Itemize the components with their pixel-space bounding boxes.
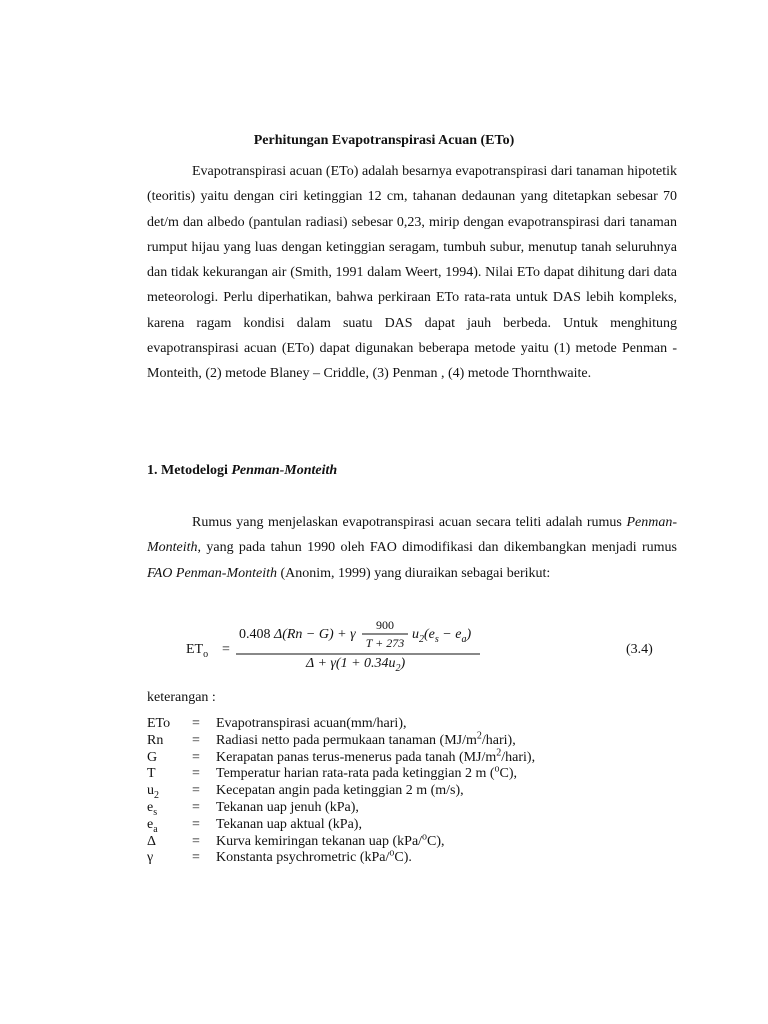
definition-description: Radiasi netto pada permukaan tanaman $(MJ/m^2/hari)$, (216, 730, 516, 748)
eq-u: u (412, 627, 419, 642)
definition-symbol: $e_s$ (147, 799, 158, 818)
eq-den-sub: 2 (395, 662, 401, 674)
intro-text: Evapotranspirasi acuan (ETo) adalah besarnya evapotranspirasi dari tanaman hipotetik (teoritis) yaitu dengan ciri ketinggian 12 cm, tahanan dedaunan yang ditetapkan sebesar 70 det/m dan albedo (pantulan radiasi) sebesar 0,23, mirip dengan evapotranspirasi dari tanaman rumput hijau yang luas dengan ketinggian seragam, tumbuh subur, menutup tanah seluruhnya dan tidak kekurangan air (Smith, 1991 dalam Weert, 1994). Nilai ETo dapat dihitung dari data meteorologi. Perlu diperhatikan, bahwa perkiraan ETo rata-rata untuk DAS lebih kompleks, karena ragam kondisi dalam suatu DAS dapat jauh berbeda. Untuk menghitung evapotranspirasi acuan (ETo) dapat digunakan beberapa metode yaitu (1) metode Penman - Monteith, (2) metode Blaney – Criddle, (3) Penman , (4) metode Thornthwaite. (147, 164, 677, 382)
definition-symbol: G (147, 749, 158, 765)
eq-den: Δ + γ(1 + 0.34u (306, 656, 396, 671)
definition-symbol: $e_a$ (147, 816, 158, 835)
rumus-part1: Rumus yang menjelaskan evapotranspirasi acuan secara teliti adalah rumus (192, 515, 627, 530)
eq-close: ) (466, 627, 472, 642)
definition-description: Kurva kemiringan tekanan uap (kPa/$^o$C), (216, 830, 445, 849)
definition-symbol: T (147, 766, 156, 782)
small-fraction-denominator: T + 273 (365, 636, 405, 650)
definition-symbol: ETo (147, 716, 171, 731)
definition-symbol: Rn (147, 732, 164, 748)
rumus-part2: , yang pada tahun 1990 oleh FAO dimodifikasi dan dikembangkan menjadi rumus (197, 540, 677, 556)
rumus-emph1: Penman-Monteith (147, 515, 677, 556)
definition-description: Kecepatan angin pada ketinggian 2 m (m/s), (216, 783, 464, 799)
small-fraction-numerator: 900 (376, 618, 394, 632)
definition-description: Tekanan uap aktual (kPa), (216, 816, 362, 832)
definition-equals: = (192, 799, 200, 815)
definition-description: Temperatur harian rata-rata pada ketinggian 2 m ($^o$C), (216, 763, 517, 782)
eq-es: (e (424, 627, 435, 642)
definition-equals: = (192, 766, 200, 782)
definition-description: Konstanta psychrometric (kPa/$^o$C). (216, 847, 412, 866)
eq-plus-gamma: + γ (337, 627, 356, 642)
equation-lhs-sub: o (203, 648, 209, 660)
eq-ea-sub: a (461, 633, 467, 645)
equation-equals: = (222, 642, 230, 657)
definition-description: Kerapatan panas terus-menerus pada tanah $(MJ/m^2/hari)$, (216, 746, 536, 765)
equation-number: (3.4) (626, 642, 653, 657)
keterangan-label: keterangan : (147, 690, 216, 705)
definition-equals: = (192, 716, 200, 731)
eq-ea: − e (438, 627, 462, 642)
rumus-emph2: FAO Penman-Monteith (147, 565, 277, 581)
eq-den-close: ) (400, 656, 406, 671)
equation-u2-term (412, 627, 471, 643)
eq-coef: 0.408 (239, 627, 271, 642)
definition-equals: = (192, 816, 200, 832)
definition-symbol: Δ (147, 833, 157, 849)
definition-equals: = (192, 749, 200, 765)
eq-es-sub: s (434, 633, 439, 645)
section-heading-prefix: 1. Metodelogi (147, 463, 232, 478)
equation-numerator (239, 627, 356, 643)
document-title: Perhitungan Evapotranspirasi Acuan (ETo) (253, 133, 515, 148)
definition-symbol: $u_2$ (147, 783, 159, 801)
definition-symbol: γ (147, 850, 154, 866)
definition-equals: = (192, 783, 200, 799)
equation-lhs-text: ET (186, 642, 204, 657)
definition-description: Tekanan uap jenuh (kPa), (216, 799, 359, 815)
section-heading-emph: Penman-Monteith (231, 463, 338, 478)
eq-u-sub: 2 (419, 633, 424, 645)
equation-denominator (306, 656, 405, 672)
definition-equals: = (192, 732, 200, 748)
definition-equals: = (192, 850, 200, 866)
rumus-part3: (Anonim, 1999) yang diuraikan sebagai berikut: (277, 565, 551, 581)
eq-rn-minus-g: (Rn − G) (282, 627, 334, 642)
definition-equals: = (192, 833, 200, 849)
eq-delta: Δ (274, 627, 283, 642)
definition-description: Evapotranspirasi acuan(mm/hari), (216, 716, 407, 731)
